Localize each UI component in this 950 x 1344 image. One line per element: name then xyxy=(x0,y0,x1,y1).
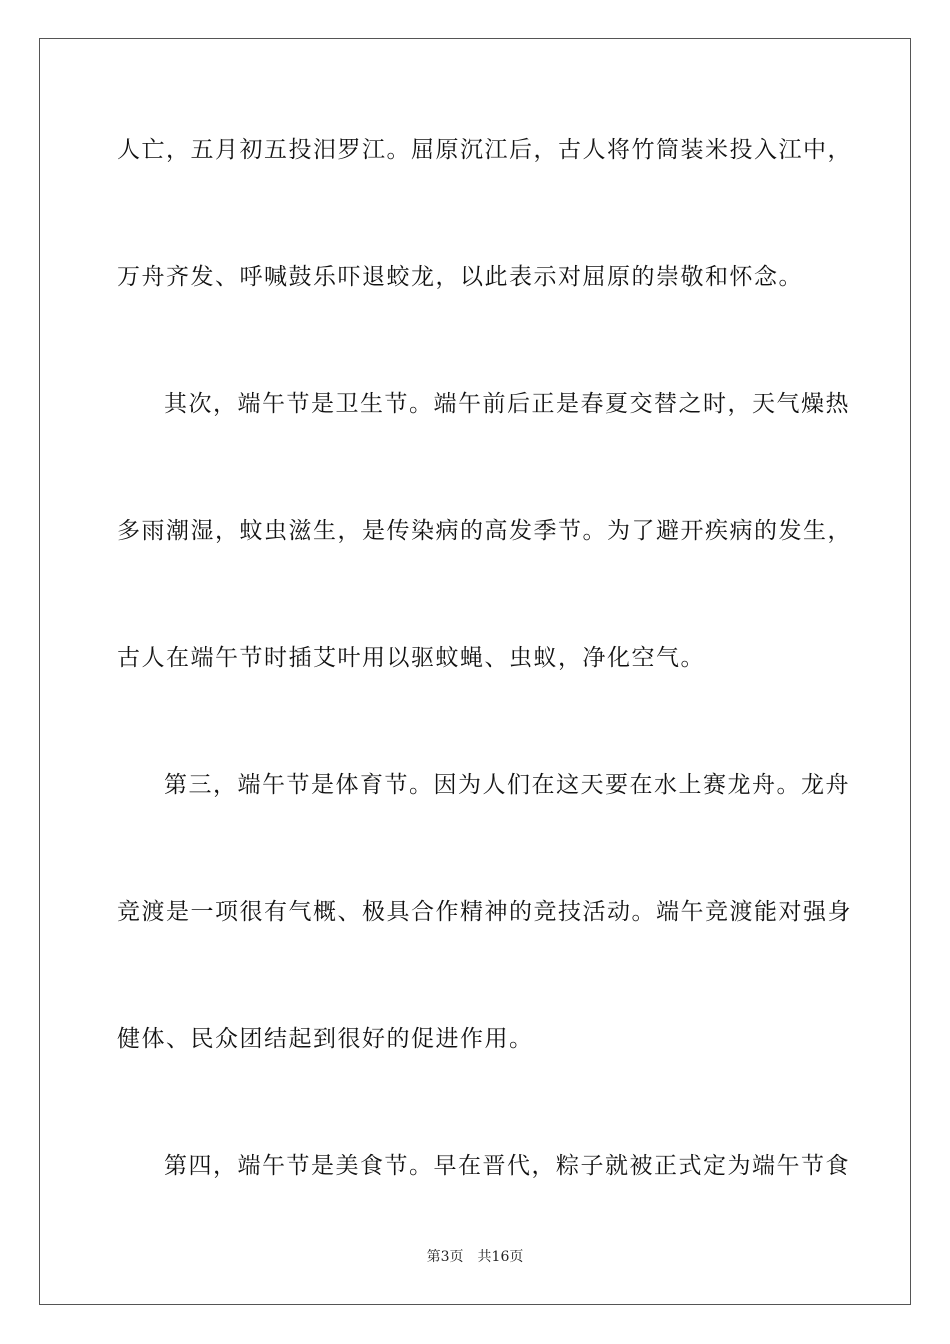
body-line-7: 竞渡是一项很有气概、极具合作精神的竞技活动。端午竞渡能对强身 xyxy=(117,899,852,925)
page-total: 共16页 xyxy=(477,1249,524,1265)
body-line-3: 其次，端午节是卫生节。端午前后正是春夏交替之时，天气燥热 xyxy=(164,391,850,417)
body-line-6: 第三，端午节是体育节。因为人们在这天要在水上赛龙舟。龙舟 xyxy=(164,772,850,798)
body-line-8: 健体、民众团结起到很好的促进作用。 xyxy=(117,1026,534,1052)
body-line-9: 第四，端午节是美食节。早在晋代，粽子就被正式定为端午节食 xyxy=(164,1153,850,1179)
body-line-1: 人亡，五月初五投汨罗江。屈原沉江后，古人将竹筒装米投入江中， xyxy=(117,137,852,163)
page-number: 第3页 xyxy=(426,1249,464,1265)
body-line-4: 多雨潮湿，蚊虫滋生，是传染病的高发季节。为了避开疾病的发生， xyxy=(117,518,852,544)
body-line-2: 万舟齐发、呼喊鼓乐吓退蛟龙，以此表示对屈原的崇敬和怀念。 xyxy=(117,264,803,290)
page-footer xyxy=(0,1248,950,1266)
body-line-5: 古人在端午节时插艾叶用以驱蚊蝇、虫蚁，净化空气。 xyxy=(117,645,705,671)
